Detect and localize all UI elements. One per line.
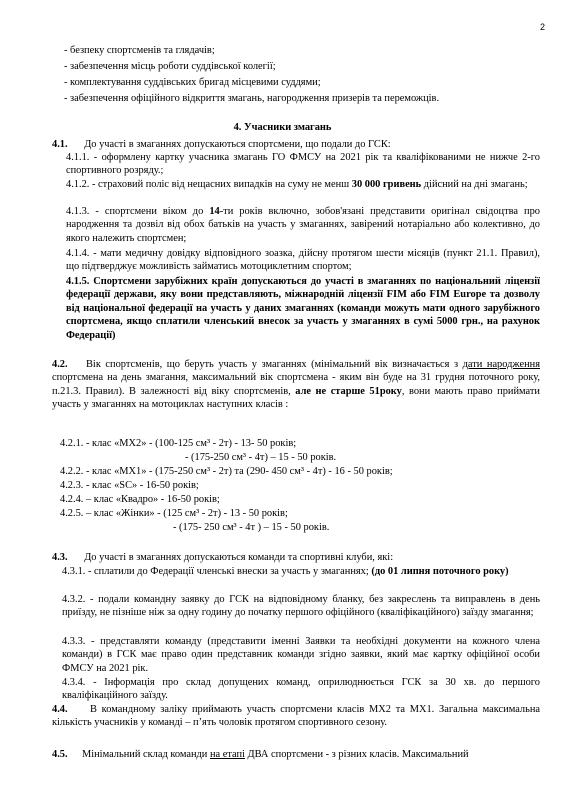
paragraph-text: До участі в змаганнях допускаються спортсмени, що подали до ГСК: (84, 139, 391, 150)
text-fragment: 4.3.1. - сплатили до Федерації членські внески за участь у змаганнях; (62, 566, 372, 577)
item-number: 4.3. (52, 552, 68, 563)
bullet-item: - забезпечення офіційного відкриття змагань, нагородження призерів та переможців. (64, 93, 440, 104)
page-number: 2 (539, 22, 545, 32)
paragraph-text: В командному заліку приймають участь спортсмени класів MX2 та MX1. Загальна максимальна кількість учасників у команді – п’ять чоловік протягом спортивного сезону. (52, 704, 540, 729)
paragraph-4-1-1: 4.1.1. - оформлену картку учасника змагань ГО ФМСУ на 2021 рік та кваліфікованими не нижче 2-го спортивного розряду.; (66, 152, 540, 177)
paragraph-4-4 (52, 703, 540, 730)
paragraph-4-1-4: 4.1.4. - мати медичну довідку відповідного зоазка, дійсну протягом шести місяців (пункт 21.1. Правил), що підтверджує можливість займатись мотоциклетним спортом; (66, 248, 540, 273)
bullet-item: - забезпечення місць роботи суддівської колегії; (64, 61, 276, 72)
bold-deadline: (до 01 липня поточного року) (371, 566, 509, 577)
section-title: 4. Учасники змагань (233, 122, 332, 133)
underlined-text: дати народження (462, 359, 540, 370)
bold-age-limit: але не старше 51року (295, 385, 402, 397)
class-mx1: 4.2.2. - клас «MX1» - (175-250 см³ - 2т) та (290- 450 см³ - 4т) - 16 - 50 років; (60, 466, 393, 477)
text-fragment: ДВА спортсмени - з різних класів. Максимальний (244, 749, 469, 760)
bold-amount: 30 000 гривень (351, 179, 422, 190)
text-fragment: дійсний на дні змагань; (421, 179, 528, 190)
paragraph-4-2 (52, 358, 540, 412)
class-women: 4.2.5. – клас «Жінки» - (125 см³ - 2т) - 13 - 50 років; (60, 508, 288, 519)
paragraph-4-5 (52, 748, 469, 761)
item-number: 4.4. (52, 704, 68, 715)
class-women-4t: - (175- 250 см³ - 4т ) – 15 - 50 років. (173, 522, 330, 533)
class-sc: 4.2.3. - клас «SC» - 16-50 років; (60, 480, 199, 491)
text-fragment: -ти років включно, зобов'язані представити оригінал свідоцтва про народження та дозвіл від обох батьків на участь у змаганнях, завірений нотаріально або колективно, до якого належить спортсмен; (66, 206, 540, 244)
paragraph-4-3-2: 4.3.2. - подали командну заявку до ГСК на відповідному бланку, без закреслень та виправлень в день приїзду, не пізніше ніж за одну годину до початку першого офіційного (кваліфікаційного) заїзду змагання; (62, 594, 540, 619)
bold-age: 14 (209, 206, 220, 217)
text-fragment: , вони мають право приймати участь у змаганнях на мотоциклах наступних класів : (52, 385, 540, 411)
bullet-item: - безпеку спортсменів та глядачів; (64, 45, 215, 56)
paragraph-4-3-4: 4.3.4. - Інформація про склад допущених команд, оприлюднюється ГСК за 30 хв. до першого кваліфікаційного заїзду. (62, 677, 540, 702)
class-mx2: 4.2.1. - клас «MX2» - (100-125 см³ - 2т) - 13- 50 років; (60, 438, 297, 449)
paragraph-text: До участі в змаганнях допускаються команди та спортивні клуби, які: (84, 552, 394, 563)
text-fragment: 4.1.2. - страховий поліс від нещасних випадків на суму не менш (66, 179, 352, 190)
paragraph-4-3 (52, 551, 393, 564)
class-mx2-4t: - (175-250 см³ - 4т) – 15 - 50 років. (185, 452, 337, 463)
paragraph-4-1 (52, 138, 391, 151)
text-fragment: Вік спортсменів, що беруть участь у змаганнях (мінімальний вік визначається з (86, 359, 463, 370)
bullet-item: - комплектування суддівських бригад місцевими суддями; (64, 77, 321, 88)
item-number: 4.1. (52, 139, 68, 150)
paragraph-4-1-2 (66, 178, 540, 191)
text-fragment: 4.1.3. - спортсмени віком до (66, 206, 210, 217)
paragraph-4-1-5: 4.1.5. Спортсмени зарубіжних країн допускаються до участі в змаганнях по національний ліцензії федерації держави, яку вони представляють, міжнародній ліцензії FIM або FIM Europe та дозволу від національної федерації на участь у даних змаганнях (команди можуть мати одного зарубіжного спортсмена, якщо сплатили членський внесок за участь у змаганнях в сумі 5000 грн., на рахунок Федерації) (66, 276, 540, 341)
text-fragment: спортсмена на день змагання, максимальний вік спортсмена - яким він буде на 31 грудня поточного року, п.21.3. Правил). В залежності від віку спортсменів, (52, 372, 540, 397)
class-quad: 4.2.4. – клас «Квадро» - 16-50 років; (60, 494, 220, 505)
text-fragment: Мінімальний склад команди (82, 749, 210, 760)
paragraph-4-3-1 (62, 565, 540, 578)
item-number: 4.2. (52, 359, 68, 370)
paragraph-4-1-3 (66, 205, 540, 245)
paragraph-4-3-3: 4.3.3. - представляти команду (представити іменні Заявки та необхідні документи на кожного члена команди) в ГСК має право один представник команди згідно заявки, який має картку офіційної особи ФМСУ на 2021 рік. (62, 636, 540, 674)
underlined-text: на етапі (209, 749, 245, 760)
item-number: 4.5. (52, 749, 68, 760)
